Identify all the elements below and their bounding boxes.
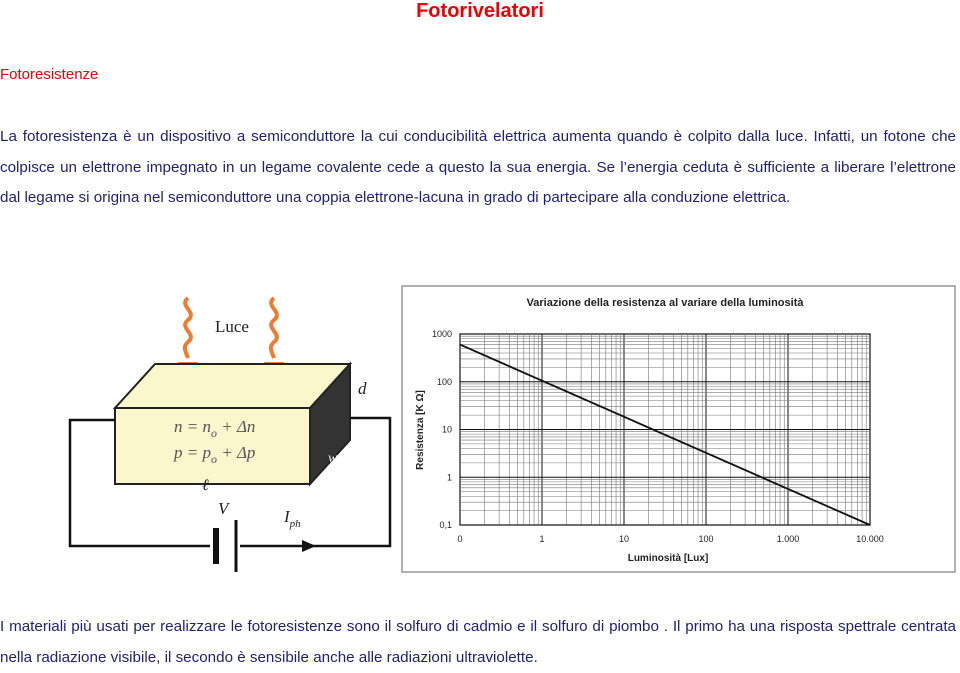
- length-label: ℓ: [202, 477, 209, 494]
- y-tick-label: 1: [446, 472, 452, 483]
- chart-xlabel: Luminosità [Lux]: [627, 553, 709, 564]
- resistance-chart: [401, 285, 957, 575]
- x-tick-label: 0: [457, 534, 463, 544]
- y-tick-label: 10: [441, 424, 452, 435]
- box-front-face: [115, 408, 310, 484]
- equation-n: $n = n_o + \Delta n$: [174, 417, 256, 440]
- dimension-w-label: w: [328, 451, 338, 466]
- photoresistor-diagram: [40, 290, 400, 590]
- y-tick-label: 100: [436, 376, 452, 387]
- materials-paragraph: I materiali più usati per realizzare le fotoresistenze sono il solfuro di cadmio e il solfuro di piombo . Il primo ha una risposta spettrale centrata nella radiazione visibile, il secondo è sensibile anche alle radiazioni ultraviolette.: [0, 618, 956, 666]
- y-tick-label: 1000: [431, 329, 452, 339]
- battery-icon: [216, 520, 236, 572]
- page-title: Fotorivelatori: [416, 0, 544, 22]
- x-tick-label: 1: [539, 534, 545, 544]
- x-tick-label: 10.000: [856, 534, 884, 544]
- light-label: Luce: [215, 317, 249, 336]
- light-arrow-icon: [185, 298, 191, 358]
- current-label: $I_{ph}$: [284, 507, 301, 530]
- section-heading: Fotoresistenze: [0, 66, 99, 83]
- chart-ylabel: Resistenza [K Ω]: [415, 390, 426, 470]
- voltage-label: V: [218, 499, 229, 518]
- dimension-d-label: d: [358, 379, 367, 398]
- light-arrow-icon: [271, 298, 277, 358]
- current-arrow-head-icon: [302, 540, 316, 552]
- equation-p: $p = p_o + \Delta p$: [174, 443, 256, 466]
- chart-title: Variazione della resistenza al variare della luminosità: [526, 297, 804, 309]
- y-tick-label: 0,1: [439, 520, 452, 530]
- x-tick-label: 10: [618, 534, 630, 544]
- x-tick-label: 1.000: [776, 534, 800, 544]
- x-tick-label: 100: [698, 534, 714, 544]
- intro-paragraph: La fotoresistenza è un dispositivo a semiconduttore la cui conducibilità elettrica aumenta quando è colpito dalla luce. Infatti, un fotone che colpisce un elettrone impegnato in un legame covalente cede a questo la sua energia. Se l’energia ceduta è sufficiente a liberare l’elettrone dal legame si origina nel semiconduttore una coppia elettrone-lacuna in grado di partecipare alla conduzione elettrica.: [0, 128, 956, 206]
